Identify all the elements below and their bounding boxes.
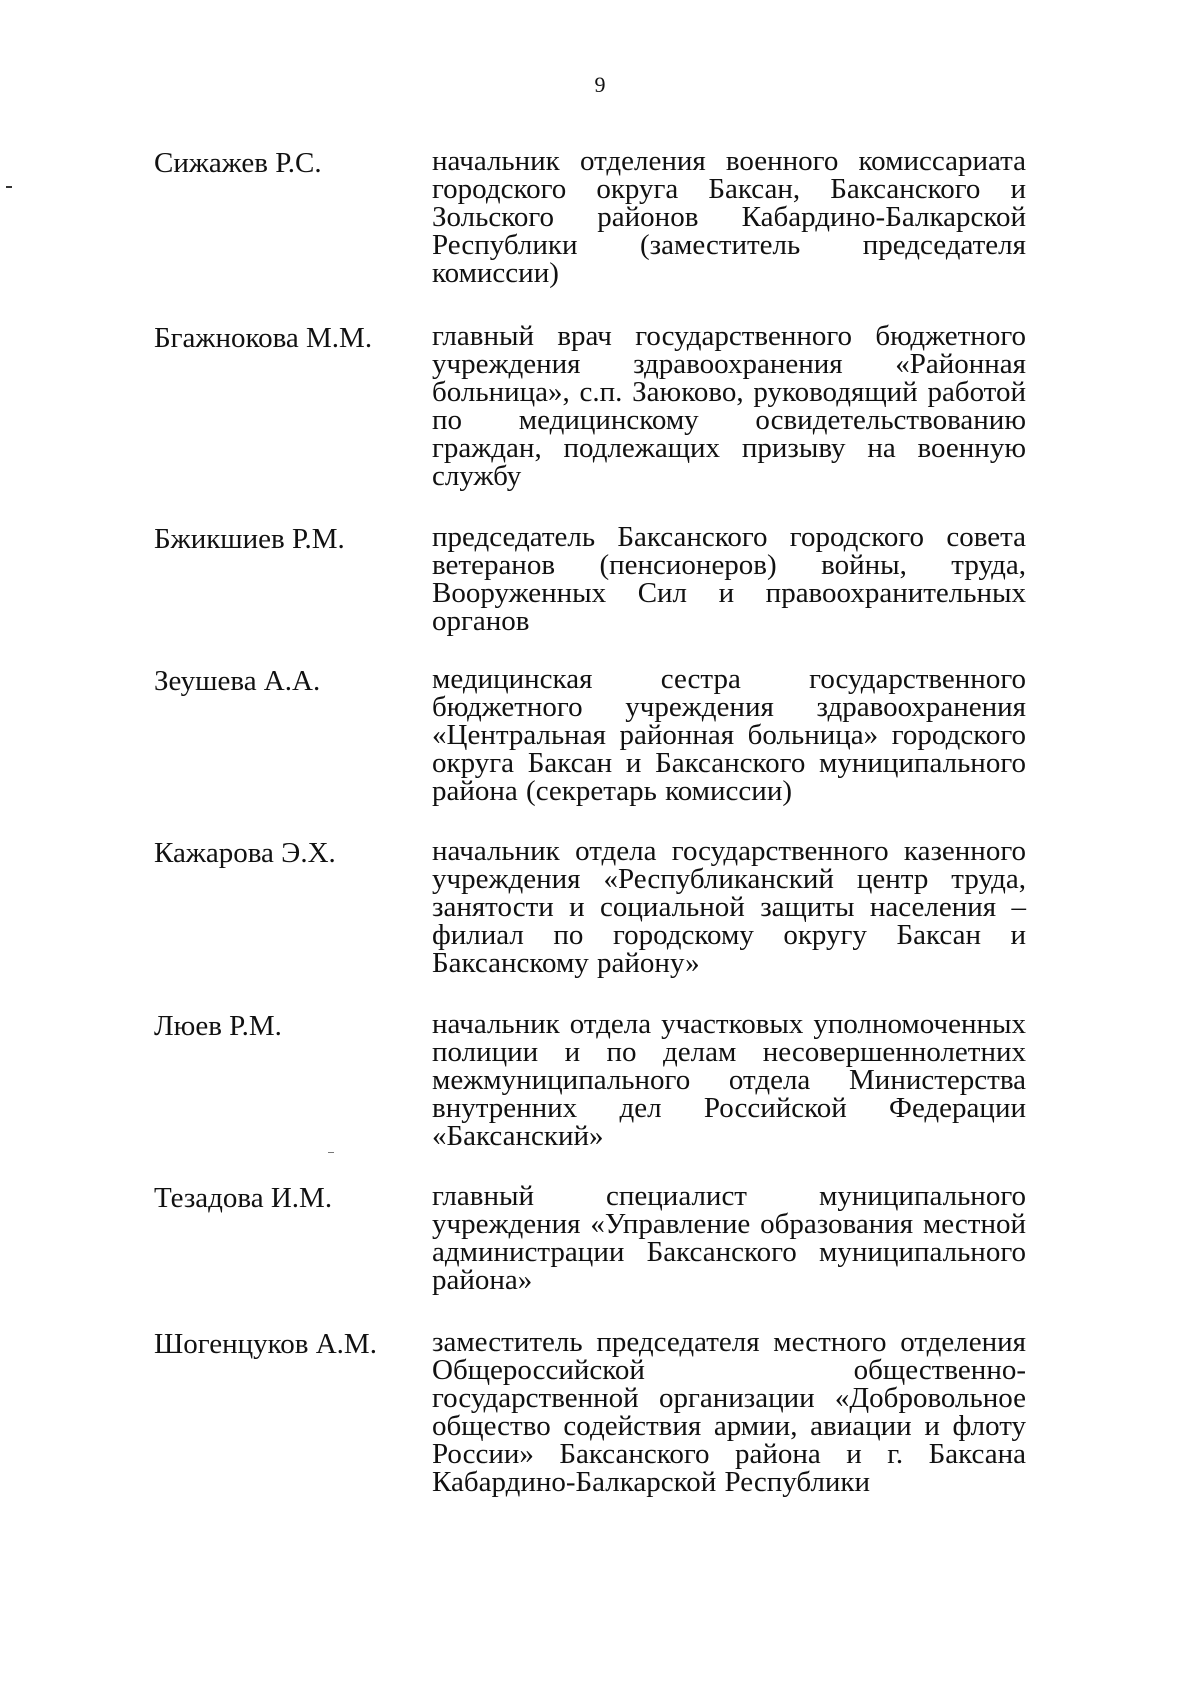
member-name: Бжикшиев Р.М. [154,523,345,555]
page-number: 9 [594,72,606,97]
member-name: Кажарова Э.Х. [154,837,336,869]
member-role: главный специалист муниципального учреждения «Управление образования местной администрации Баксанского муниципального района» [432,1180,1026,1296]
member-name: Сижажев Р.С. [154,147,322,179]
member-role: медицинская сестра государственного бюджетного учреждения здравоохранения «Центральная районная больница» городского округа Баксан и Баксанского муниципального района (секретарь комиссии) [432,663,1026,807]
member-role: заместитель председателя местного отделения Общероссийской общественно-государственной организации «Добровольное общество содействия армии, авиации и флоту России» Баксанского района и г. Баксана Кабардино-Балкарской Республики [432,1326,1026,1498]
member-name: Шогенцуков А.М. [154,1328,377,1360]
member-role: начальник отделения военного комиссариата городского округа Баксан, Баксанского и Зольского районов Кабардино-Балкарской Республики (заместитель председателя комиссии) [432,145,1026,289]
member-name: Люев Р.М. [154,1010,282,1042]
member-role: главный врач государственного бюджетного учреждения здравоохранения «Районная больница», с.п. Заюково, руководящий работой по медицинскому освидетельствованию граждан, подлежащих призыву на военную службу [432,320,1026,492]
member-name: Тезадова И.М. [154,1182,333,1214]
member-name: Зеушева А.А. [154,665,321,697]
member-name: Бгажнокова М.М. [154,322,373,354]
member-role: начальник отдела участковых уполномоченных полиции и по делам несовершеннолетних межмуниципального отдела Министерства внутренних дел Российской Федерации «Баксанский» [432,1008,1026,1152]
member-role: начальник отдела государственного казенного учреждения «Республиканский центр труда, занятости и социальной защиты населения – филиал по городскому округу Баксан и Баксанскому району» [432,835,1026,979]
member-role: председатель Баксанского городского совета ветеранов (пенсионеров) войны, труда, Вооруженных Сил и правоохранительных органов [432,521,1026,637]
